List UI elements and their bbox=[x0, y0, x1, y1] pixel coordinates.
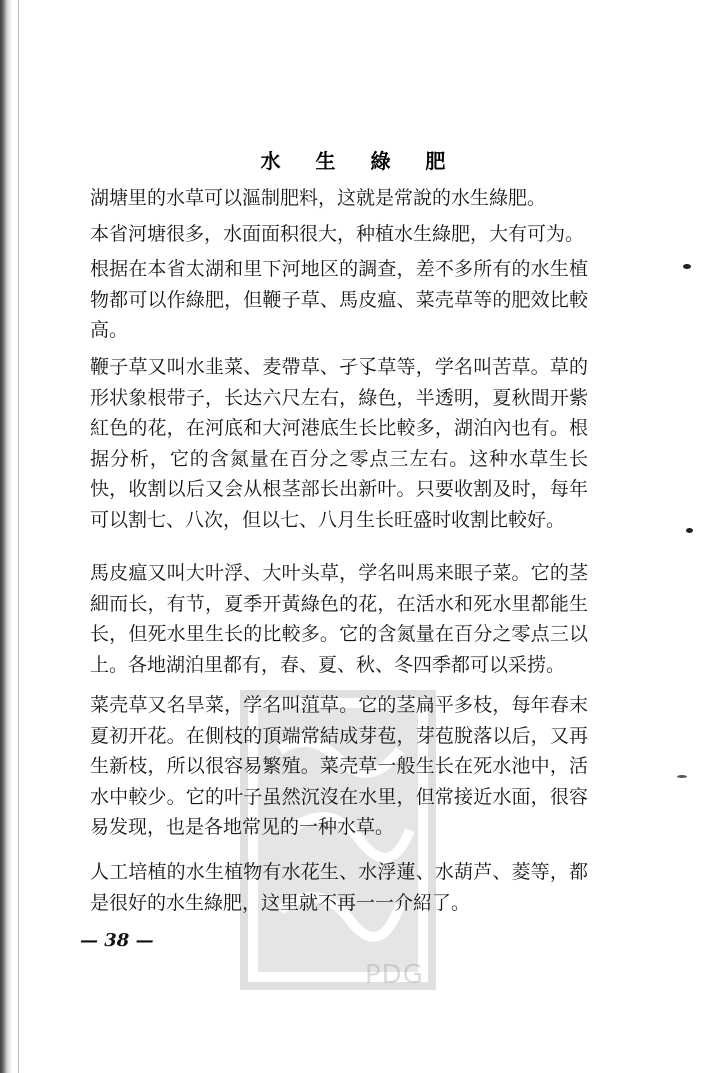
paragraph-intro: 湖塘里的水草可以漚制肥料，这就是常說的水生綠肥。 bbox=[90, 187, 547, 209]
paragraph-survey: 根据在本省太湖和里下河地区的調查，差不多所有的水生植物都可以作綠肥，但鞭子草、馬皮瘟、菜壳草等的肥效比較高。 bbox=[90, 258, 588, 341]
ink-speck bbox=[677, 775, 687, 778]
paragraph-province-waters: 本省河塘很多，水面面积很大，种植水生綠肥，大有可为。 bbox=[90, 223, 585, 245]
page-title: 水 生 綠 肥 bbox=[260, 149, 460, 174]
ink-speck bbox=[683, 264, 691, 269]
page-number: — 38 — bbox=[80, 930, 154, 951]
paragraph-bianzicao: 鞭子草又叫水韭菜、麦帶草、孑孓草等，学名叫苦草。草的形状象根带子，长达六尺左右，綠色，半透明，夏秋間开紫紅色的花，在河底和大河港底生长比較多，湖泊內也有。根据分析，它的含氮量在百分之零点三左右。这种水草生长快，收割以后又会从根茎部长出新叶。只要收割及时，每年可以割七、八次，但以七、八月生长旺盛时收割比較好。 bbox=[90, 356, 588, 531]
watermark-pdg-text: PDG bbox=[365, 960, 424, 990]
paragraph-cultivated-plants: 人工培植的水生植物有水花生、水浮蓮、水葫芦、菱等，都是很好的水生綠肥，这里就不再一一介紹了。 bbox=[90, 861, 588, 914]
paragraph-mapiwen: 馬皮瘟又叫大叶浮、大叶头草，学名叫馬来眼子菜。它的茎細而长，有节，夏季开黃綠色的花，在活水和死水里都能生长，但死水里生长的比較多。它的含氮量在百分之零点三以上。各地湖泊里都有，春、夏、秋、冬四季都可以采捞。 bbox=[90, 562, 588, 676]
ink-speck bbox=[686, 528, 693, 533]
paragraph-caikecao: 菜壳草又名旱菜，学名叫菹草。它的茎扁平多枝，每年春末夏初开花。在側枝的頂端常結成芽苞，芽苞脫落以后，又再生新枝，所以很容易繁殖。菜壳草一般生长在死水池中，活水中較少。它的叶子虽然沉沒在水里，但常接近水面，很容易发现，也是各地常见的一种水草。 bbox=[90, 694, 588, 838]
